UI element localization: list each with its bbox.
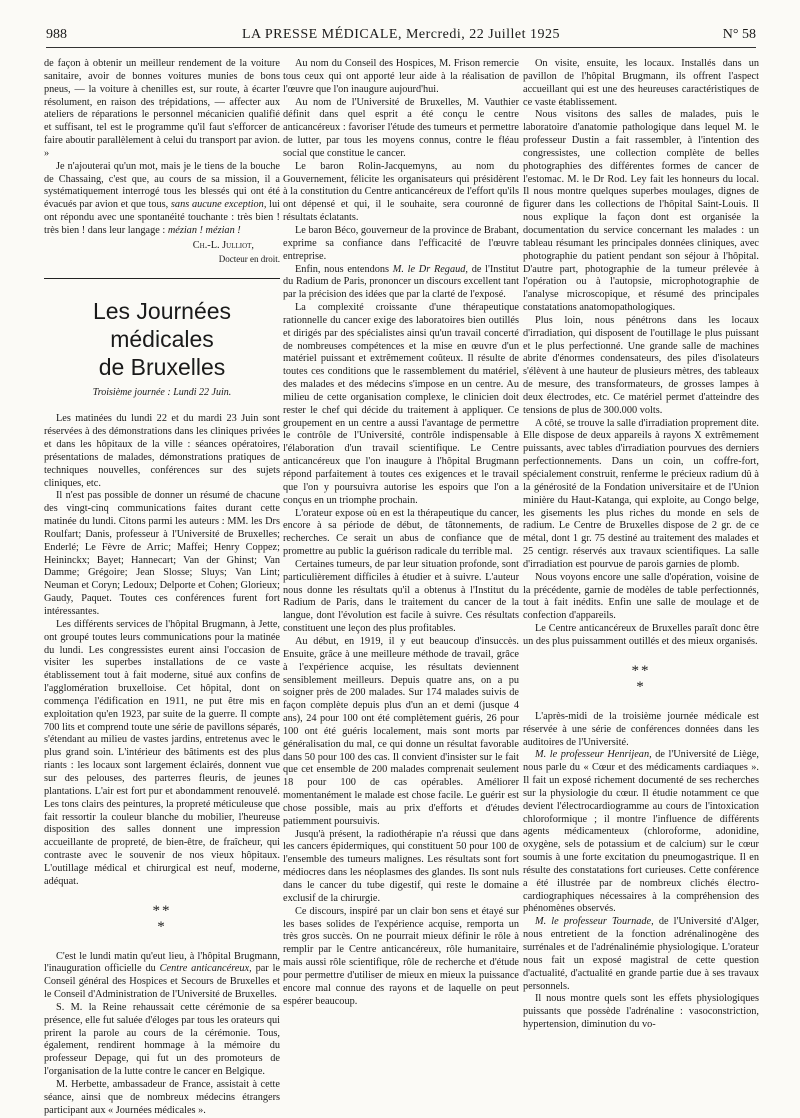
signature	[44, 240, 280, 266]
page-number: 988	[46, 27, 67, 42]
article-title: Les Journées médicales de Bruxelles	[92, 297, 232, 380]
paragraph: Le baron Rolin-Jacquemyns, au nom du Gouvernement, félicite les organisateurs qui présidèrent à la constitution du Centre anticancéreux de l'effort qu'ils ont dépensé et qui, il le souhaite, sera couronné de résultats éclatants.	[283, 160, 519, 224]
paragraph: Nous visitons des salles de malades, puis le laboratoire d'anatomie pathologique dans lequel M. le professeur Dustin a fait rassembler, à l'intention des congressistes, une collection complète de belles photographies des différentes formes de cancer de l'estomac. M. le Dr Rod. Ley fait les honneurs du local. Il nous montre quelques superbes moulages, dignes de figurer dans les collections de l'hôpital Saint-Louis. Il nous explique la façon dont est organisée la documentation du service concernant les malades : un tableau résumant les principales données cliniques, avec photographie du patient pendant son séjour à l'hôpital. D'autre part, photographie de la tumeur prélevée à l'opération ou à l'autopsie, microphotographie de l'analyse microscopique, et résumé des principales constatations anatomopathologiques.	[523, 109, 759, 314]
article-subtitle: Troisième journée : Lundi 22 Juin.	[92, 386, 232, 398]
paragraph: On visite, ensuite, les locaux. Installés dans un pavillon de l'hôpital Brugmann, ils offrent l'aspect accueillant qui est une des heureuses caractéristiques de ce vaste établissement.	[523, 58, 759, 108]
running-header	[46, 25, 756, 48]
paragraph: M. le professeur Henrijean, de l'Université de Liège, nous parle du « Cœur et des médicaments cardiaques ». Il fait un exposé richement documenté de ses recherches sur la physiologie du cœur. Il étudie notamment ce que devient l'électrocardiogramme au cours de l'intoxication chloroformique ; il montre l'influence de différents agents médicamenteux (chloroforme, adonidine, oxygène, sels de potassium et de calcium) sur le cœur soumis à une forte excitation du pneumogastrique. Il en résulte des constatations fort curieuses. Cette conférence a été illustrée par de nombreux clichés électro-cardiographiques nécessaires à la compréhension des phénomènes observés.	[523, 749, 759, 915]
paragraph: Enfin, nous entendons M. le Dr Regaud, de l'Institut du Radium de Paris, prononcer un discours excellent tant par la précision des idées que par la clarté de l'exposé.	[283, 263, 520, 301]
paragraph: L'après-midi de la troisième journée médicale est réservée à une série de conférences données dans les auditoires de l'Université.	[523, 710, 759, 748]
paragraph: Il nous montre quels sont les effets physiologiques puissants que possède l'adrénaline : vasoconstriction, hypertension, diminution du vo-	[523, 993, 759, 1031]
author-name: Ch.-L. Julliot,	[192, 239, 254, 251]
paragraph: A côté, se trouve la salle d'irradiation proprement dite. Elle dispose de deux appareils à rayons X extrêmement puissants, avec tables d'irradiation pourvues des derniers perfectionnements. Dans un coin, un coffre-fort, spécialement construit, renferme le précieux radium dû à la générosité de la Fondation universitaire et de l'Union minière du Haut-Katanga, qui exploite, au Congo belge, les gisements les plus riches du monde en sels de radium. Le Centre de Bruxelles dispose de 2 gr. de ce métal, dont 1 gr. 75 destiné au traitement des malades et 25 centigr. réservés aux travaux scientifiques. La salle d'irradiation est pourvue de parois garnies de plomb.	[523, 417, 759, 570]
paragraph: Les matinées du lundi 22 et du mardi 23 Juin sont réservées à des démonstrations dans les cliniques privées et dans les hôpitaux de la ville : séances opératoires, présentations de malades, démonstrations pratiques de techniques nouvelles, conférences sur des sujets cliniques, etc.	[44, 413, 280, 489]
paragraph: C'est le lundi matin qu'eut lieu, à l'hôpital Brugmann, l'inauguration officielle du Centre anticancéreux, par le Conseil général des Hospices et Secours de Bruxelles et le Conseil d'Administration de l'Université de Bruxelles.	[44, 950, 281, 1001]
column-middle	[283, 58, 519, 1073]
paragraph: M. le professeur Tournade, de l'Université d'Alger, nous entretient de la fonction adrénalinogène des surrénales et de l'adrénalinémie physiologique. L'orateur nous fait un exposé magistral de cette question d'actualité, d'actualité en grande partie due à ses travaux personnels.	[523, 916, 759, 992]
paragraph: L'orateur expose où en est la thérapeutique du cancer, encore à sa période de début, de tâtonnements, de recherches. Ce serait un abus de confiance que de promettre au public la guérison radicale du terrible mal.	[283, 507, 519, 558]
paragraph: Plus loin, nous pénétrons dans les locaux d'irradiation, qui disposent de l'outillage le plus puissant et le plus perfectionné. Une grande salle de machines abrite d'énormes condensateurs, des piles d'isolateurs s'élèvent à une hauteur de plusieurs mètres, des tableaux de mesure, des transformateurs, de grosses lampes à deux électrodes, etc. Ce matériel permet d'atteindre des tensions de plus de 300.000 volts.	[523, 314, 759, 416]
issue-number: N° 58	[722, 27, 756, 42]
paragraph: Il n'est pas possible de donner un résumé de chacune des vingt-cinq communications faites durant cette matinée du lundi. Citons parmi les auteurs : MM. les Drs Roulfart; Danis, professeur à l'Université de Bruxelles; Enderlé; Le Fèvre de Arric; Maffei; Henry Coppez; Heininckx; Bayet; Hannecart; Van der Ghinst; Van Damme; Grégoire; Jean Slosse; Sluys; Van Lint; Neuman et Coryn; Ledoux; Delporte et Cohen; Glorieux; Gaudy, Paquet. Toutes ces conférences furent fort intéressantes.	[44, 490, 280, 617]
paragraph: Le baron Béco, gouverneur de la province de Brabant, exprime sa confiance dans l'efficacité de l'œuvre entreprise.	[283, 224, 519, 262]
paragraph: Nous voyons encore une salle d'opération, voisine de la précédente, garnie de modèles de table perfectionnés, tout à fait inédits. Enfin une salle de moulage et de confection d'appareils.	[523, 571, 759, 622]
paragraph: Au nom du Conseil des Hospices, M. Frison remercie tous ceux qui ont apporté leur aide à la réalisation de l'œuvre que l'on inaugure aujourd'hui.	[283, 58, 519, 95]
paragraph: S. M. la Reine rehaussait cette cérémonie de sa présence, elle fut saluée d'éloges par tous les orateurs qui prirent la parole au cours de la cérémonie. Tous, également, rendirent hommage à la mémoire du professeur Depage, qui fut un des promoteurs de l'organisation de la lutte contre le cancer en Belgique.	[44, 1001, 280, 1078]
section-divider	[44, 278, 280, 279]
paragraph: Je n'ajouterai qu'un mot, mais je le tiens de la bouche de Chassaing, c'est que, au cours de sa mission, il a systématiquement interrogé tous les blessés qui ont été évacués par avion et que tous, sans aucune exception, lui ont répondu avec une spontanéité touchante : très bien ! très bien ! dans leur langage : mézian ! mézian !	[44, 160, 281, 236]
paragraph: Les différents services de l'hôpital Brugmann, à Jette, ont groupé toutes leurs communications pour la matinée du lundi. Les congressistes eurent ainsi l'occasion de visiter les superbes installations de ce vaste établissement tout à fait moderne, situé aux confins de l'agglomération bruxelloise. Cet hôpital, dont on commença l'édification en 1911, ne put être mis en exploitation qu'en 1923, par suite de la guerre. Il compte 700 lits et comprend toute une série de pavillons séparés, s'étendant au milieu de vastes jardins, entretenus avec le plus grand soin. L'intérieur des bâtiments est des plus riants : les locaux sont largement éclairés, donnent vue sur des pelouses, des parterres fleuris, de jeunes plantations. L'air est fort pur et abondamment renouvelé. Les tons clairs des peintures, la propreté méticuleuse que fait ressortir la couleur blanche du mobilier, l'heureuse disposition des salles donnent une impression accueillante de propreté, de bien-être, de fraîcheur, qui contraste avec le souvenir de nos vieux hôpitaux. L'outillage médical et chirurgical est neuf, moderne, adéquat.	[44, 618, 280, 887]
paragraph: Ce discours, inspiré par un clair bon sens et étayé sur les bases solides de l'expérience acquise, remporta un très gros succès. On ne pourrait mieux définir le rôle à remplir par le Centre anticancéreux, rôle humanitaire, mais aussi rôle scientifique, rôle de recherche et d'étude pour permettre d'utiliser de mieux en mieux la puissance encore mal connue des rayons et de laquelle on peut espérer beaucoup.	[283, 905, 519, 1007]
paragraph: Certaines tumeurs, de par leur situation profonde, sont particulièrement difficiles à étudier et à suivre. L'auteur nous donne les résultats qu'il a obtenus à l'Institut du Radium de Paris, dans le traitement du cancer de la langue, dont l'évolution est facile à suivre. Ces résultats constituent une leçon des plus profitables.	[283, 558, 519, 635]
section-asterism: ** *	[631, 662, 651, 695]
paragraph: Au nom de l'Université de Bruxelles, M. Vauthier définit dans quel esprit a été conçu le centre anticancéreux : favoriser l'étude des tumeurs et permettre de lutter, par tous les moyens connus, contre le fléau social que constitue le cancer.	[283, 96, 519, 159]
section-asterism: ** *	[152, 902, 172, 935]
author-affiliation: Docteur en droit.	[218, 253, 280, 264]
paragraph: M. Herbette, ambassadeur de France, assistait à cette séance, ainsi que de nombreux médecins étrangers participant aux « Journées médicales ».	[44, 1079, 280, 1116]
paragraph: Jusqu'à présent, la radiothérapie n'a réussi que dans les cancers épidermiques, qui constituent 50 pour 100 de l'ensemble des tumeurs malignes. Les résultats sont fort médiocres dans les néoplasmes des glandes. Ils sont nuls dans le cancer du tube digestif, qui reste le domaine exclusif de la chirurgie.	[283, 828, 519, 904]
paragraph: Au début, en 1919, il y eut beaucoup d'insuccès. Ensuite, grâce à une meilleure méthode de travail, grâce à l'expérience acquise, les résultats deviennent sensiblement meilleurs. Depuis quatre ans, on a pu soigner près de 200 malades. Sur 174 malades suivis de façon complète depuis plus d'un an et demi (jusque 4 ans), 24 pour 100 ont été complètement guéris, 26 pour 100 ont été guéris localement, mais sont morts par généralisation du mal, ce qui donne un résultat favorable dans 50 pour 100 des cas. Il convient d'insister sur le fait que cet ensemble de 200 malades comprenait seulement 18 pour 100 de cas opérables. Améliorer momentanément le malade est chose facile. Le guérir est chose possible, mais au prix d'efforts et d'études patiemment poursuivis.	[283, 635, 519, 827]
running-title: LA PRESSE MÉDICALE, Mercredi, 22 Juillet 1925	[241, 27, 561, 42]
column-right	[523, 58, 759, 1073]
paragraph: de façon à obtenir un meilleur rendement de la voiture sanitaire, avoir de bonnes voitures munies de bons pneus, — la voiture à chenilles est, sur route, à écarter résolument, en raison des trépidations, — affecter aux ateliers de réparations le personnel mécanicien qualifié et suffisant, tel est le programme qu'il faut s'efforcer de faire aboutir parallèlement à celui du transport par avion. »	[44, 58, 280, 159]
paragraph: Le Centre anticancéreux de Bruxelles paraît donc être un des plus puissamment outillés et des mieux organisés.	[523, 623, 759, 647]
column-left	[44, 58, 281, 1116]
paragraph: La complexité croissante d'une thérapeutique rationnelle du cancer exige des laboratoires bien outillés et dirigés par des spécialistes ainsi qu'un travail concerté de nombreuses compétences et la mise en œuvre d'un matériel puissant et extrêmement coûteux. Il résulte de toutes ces conditions que le rassemblement du matériel, des malades et des médecins s'impose en un centre. Au milieu de cette organisation complexe, le clinicien doit rester le chef qui décide du traitement à appliquer. Ce groupement en un centre a aussi l'avantage de permettre le contrôle de l'Université, contrôle indispensable à l'élaboration d'un travail scientifique. Le Centre anticancéreux que l'on inaugure à l'hôpital Brugmann répond parfaitement à toutes ces exigences et le travail que l'on y poursuivra autorise les espoirs que l'on a conçus en un triomphe prochain.	[283, 302, 519, 506]
